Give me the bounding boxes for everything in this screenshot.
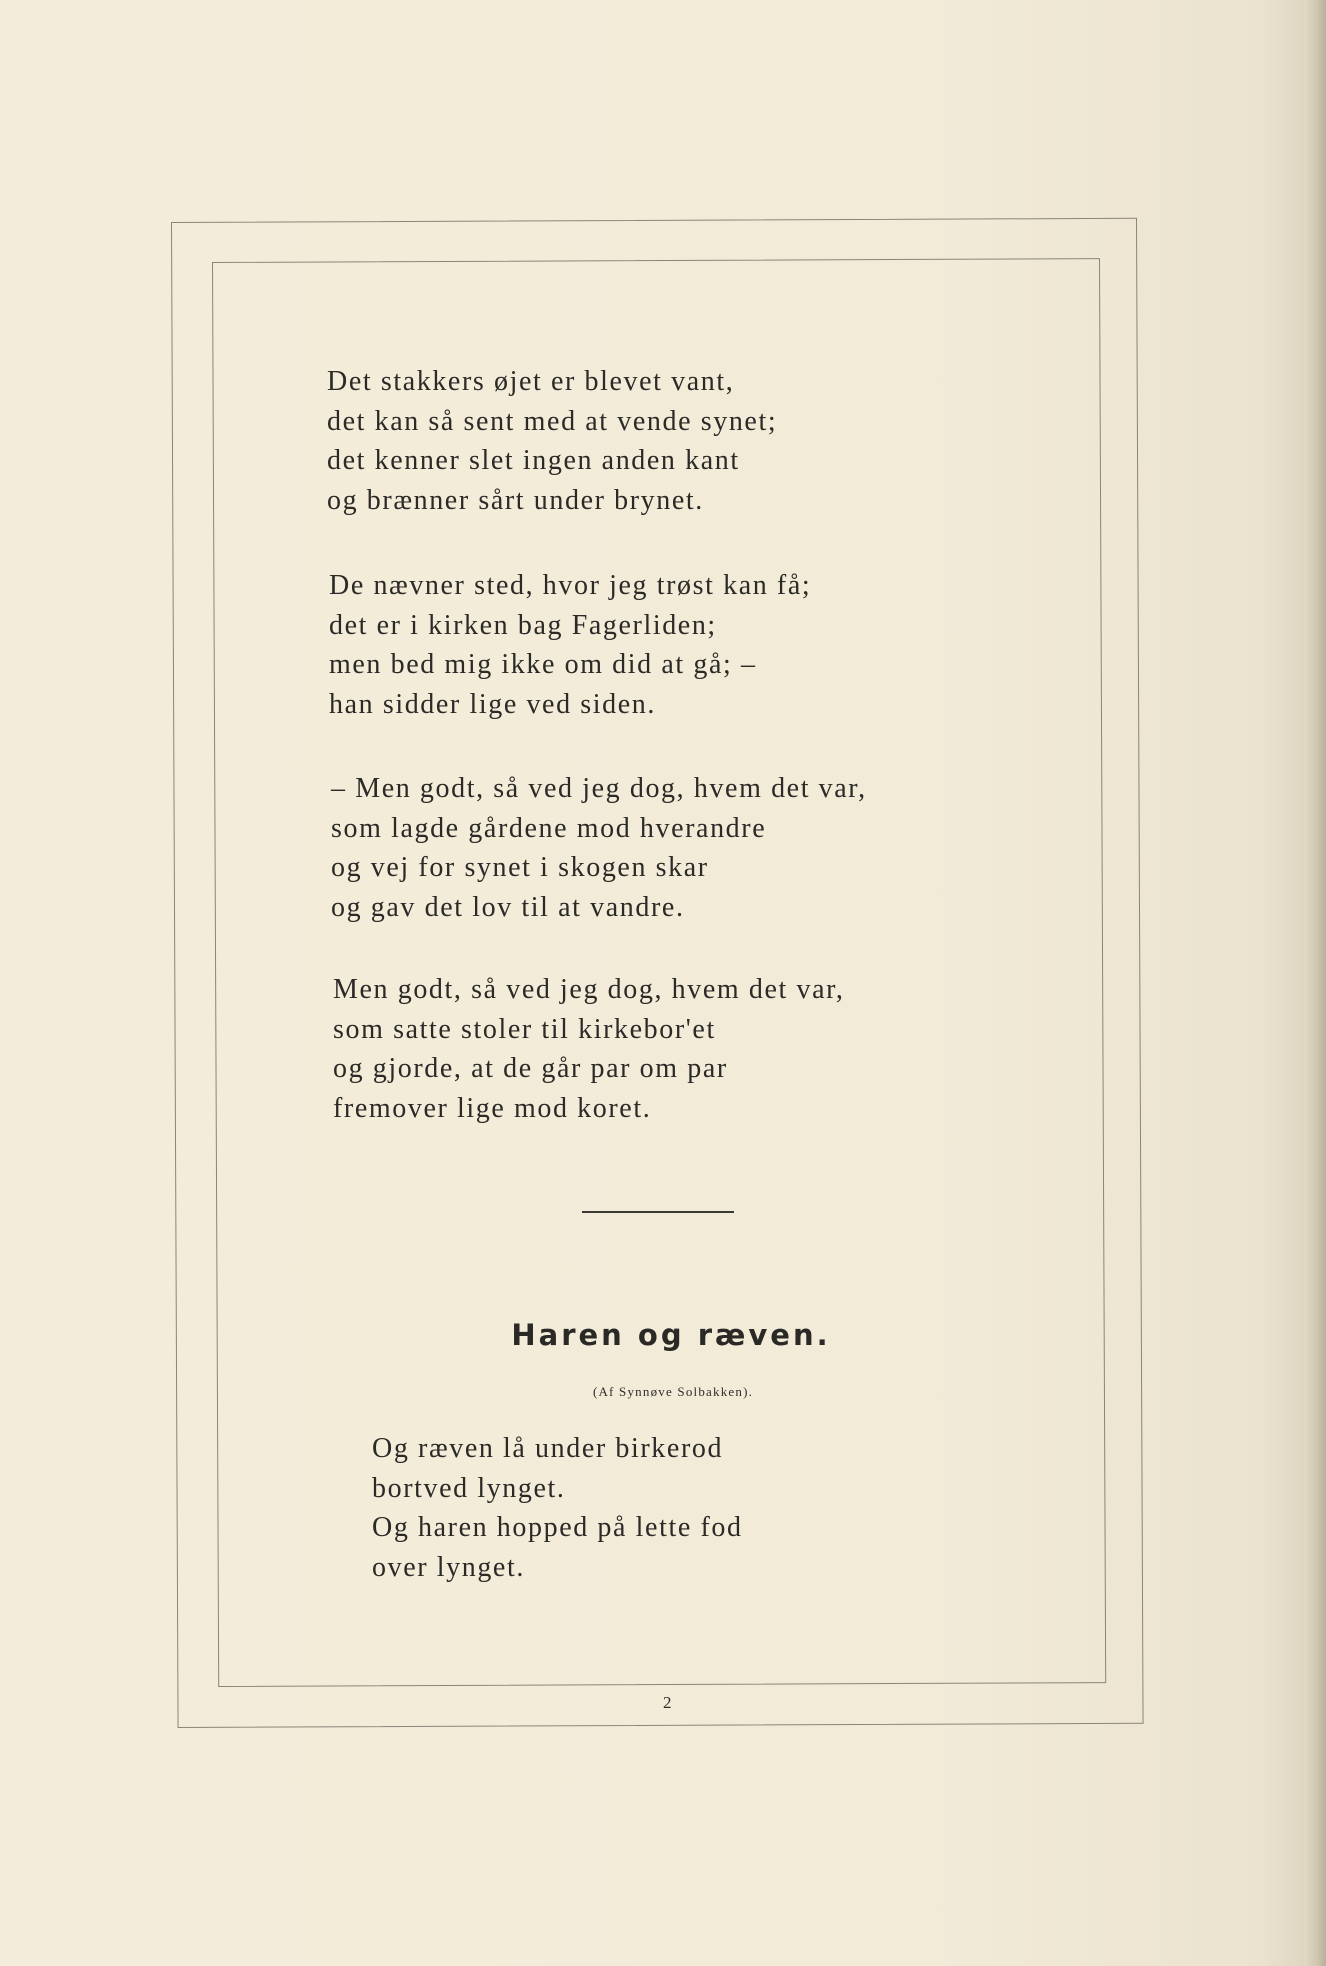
poem-line: De nævner sted, hvor jeg trøst kan få;	[329, 570, 812, 601]
poem-line: Og ræven lå under birkerod	[372, 1433, 724, 1464]
poem-line: Det stakkers øjet er blevet vant,	[327, 366, 735, 397]
page-number: 2	[663, 1693, 672, 1712]
poem-line: og gjorde, at de går par om par	[333, 1053, 728, 1084]
poem-line: det kan så sent med at vende synet;	[327, 405, 778, 437]
poem-source-note: (Af Synnøve Solbakken).	[592, 1384, 754, 1399]
poem-line: han sidder lige ved siden.	[329, 688, 656, 720]
stanza-1	[327, 362, 777, 520]
poem-line: som lagde gårdene mod hverandre	[331, 812, 767, 844]
poem-line: Men godt, så ved jeg dog, hvem det var,	[333, 974, 845, 1005]
poem-line: det kenner slet ingen anden kant	[327, 445, 740, 476]
poem-line: som satte stoler til kirkebor'et	[333, 1013, 716, 1045]
poem-line: og vej for synet i skogen skar	[331, 852, 709, 883]
poem-title: Haren og ræven.	[511, 1318, 831, 1352]
poem-line: fremover lige mod koret.	[333, 1092, 652, 1124]
binding-edge	[1304, 0, 1326, 1966]
poem-line: og gav det lov til at vandre.	[331, 891, 685, 923]
stanza-4	[333, 970, 845, 1128]
poem-line: og brænner sårt under brynet.	[327, 484, 704, 516]
poem-line: men bed mig ikke om did at gå; –	[329, 649, 757, 680]
poem-line: Og haren hopped på lette fod	[372, 1512, 743, 1543]
poem-line: bortved lynget.	[372, 1472, 566, 1504]
poem-line: over lynget.	[372, 1551, 525, 1583]
stanza-2	[329, 566, 811, 724]
stanza-3	[331, 769, 867, 927]
stanza-second-poem	[372, 1429, 743, 1587]
poem-line: – Men godt, så ved jeg dog, hvem det var,	[331, 773, 867, 804]
section-separator-rule	[582, 1211, 734, 1213]
poem-line: det er i kirken bag Fagerliden;	[329, 609, 717, 641]
